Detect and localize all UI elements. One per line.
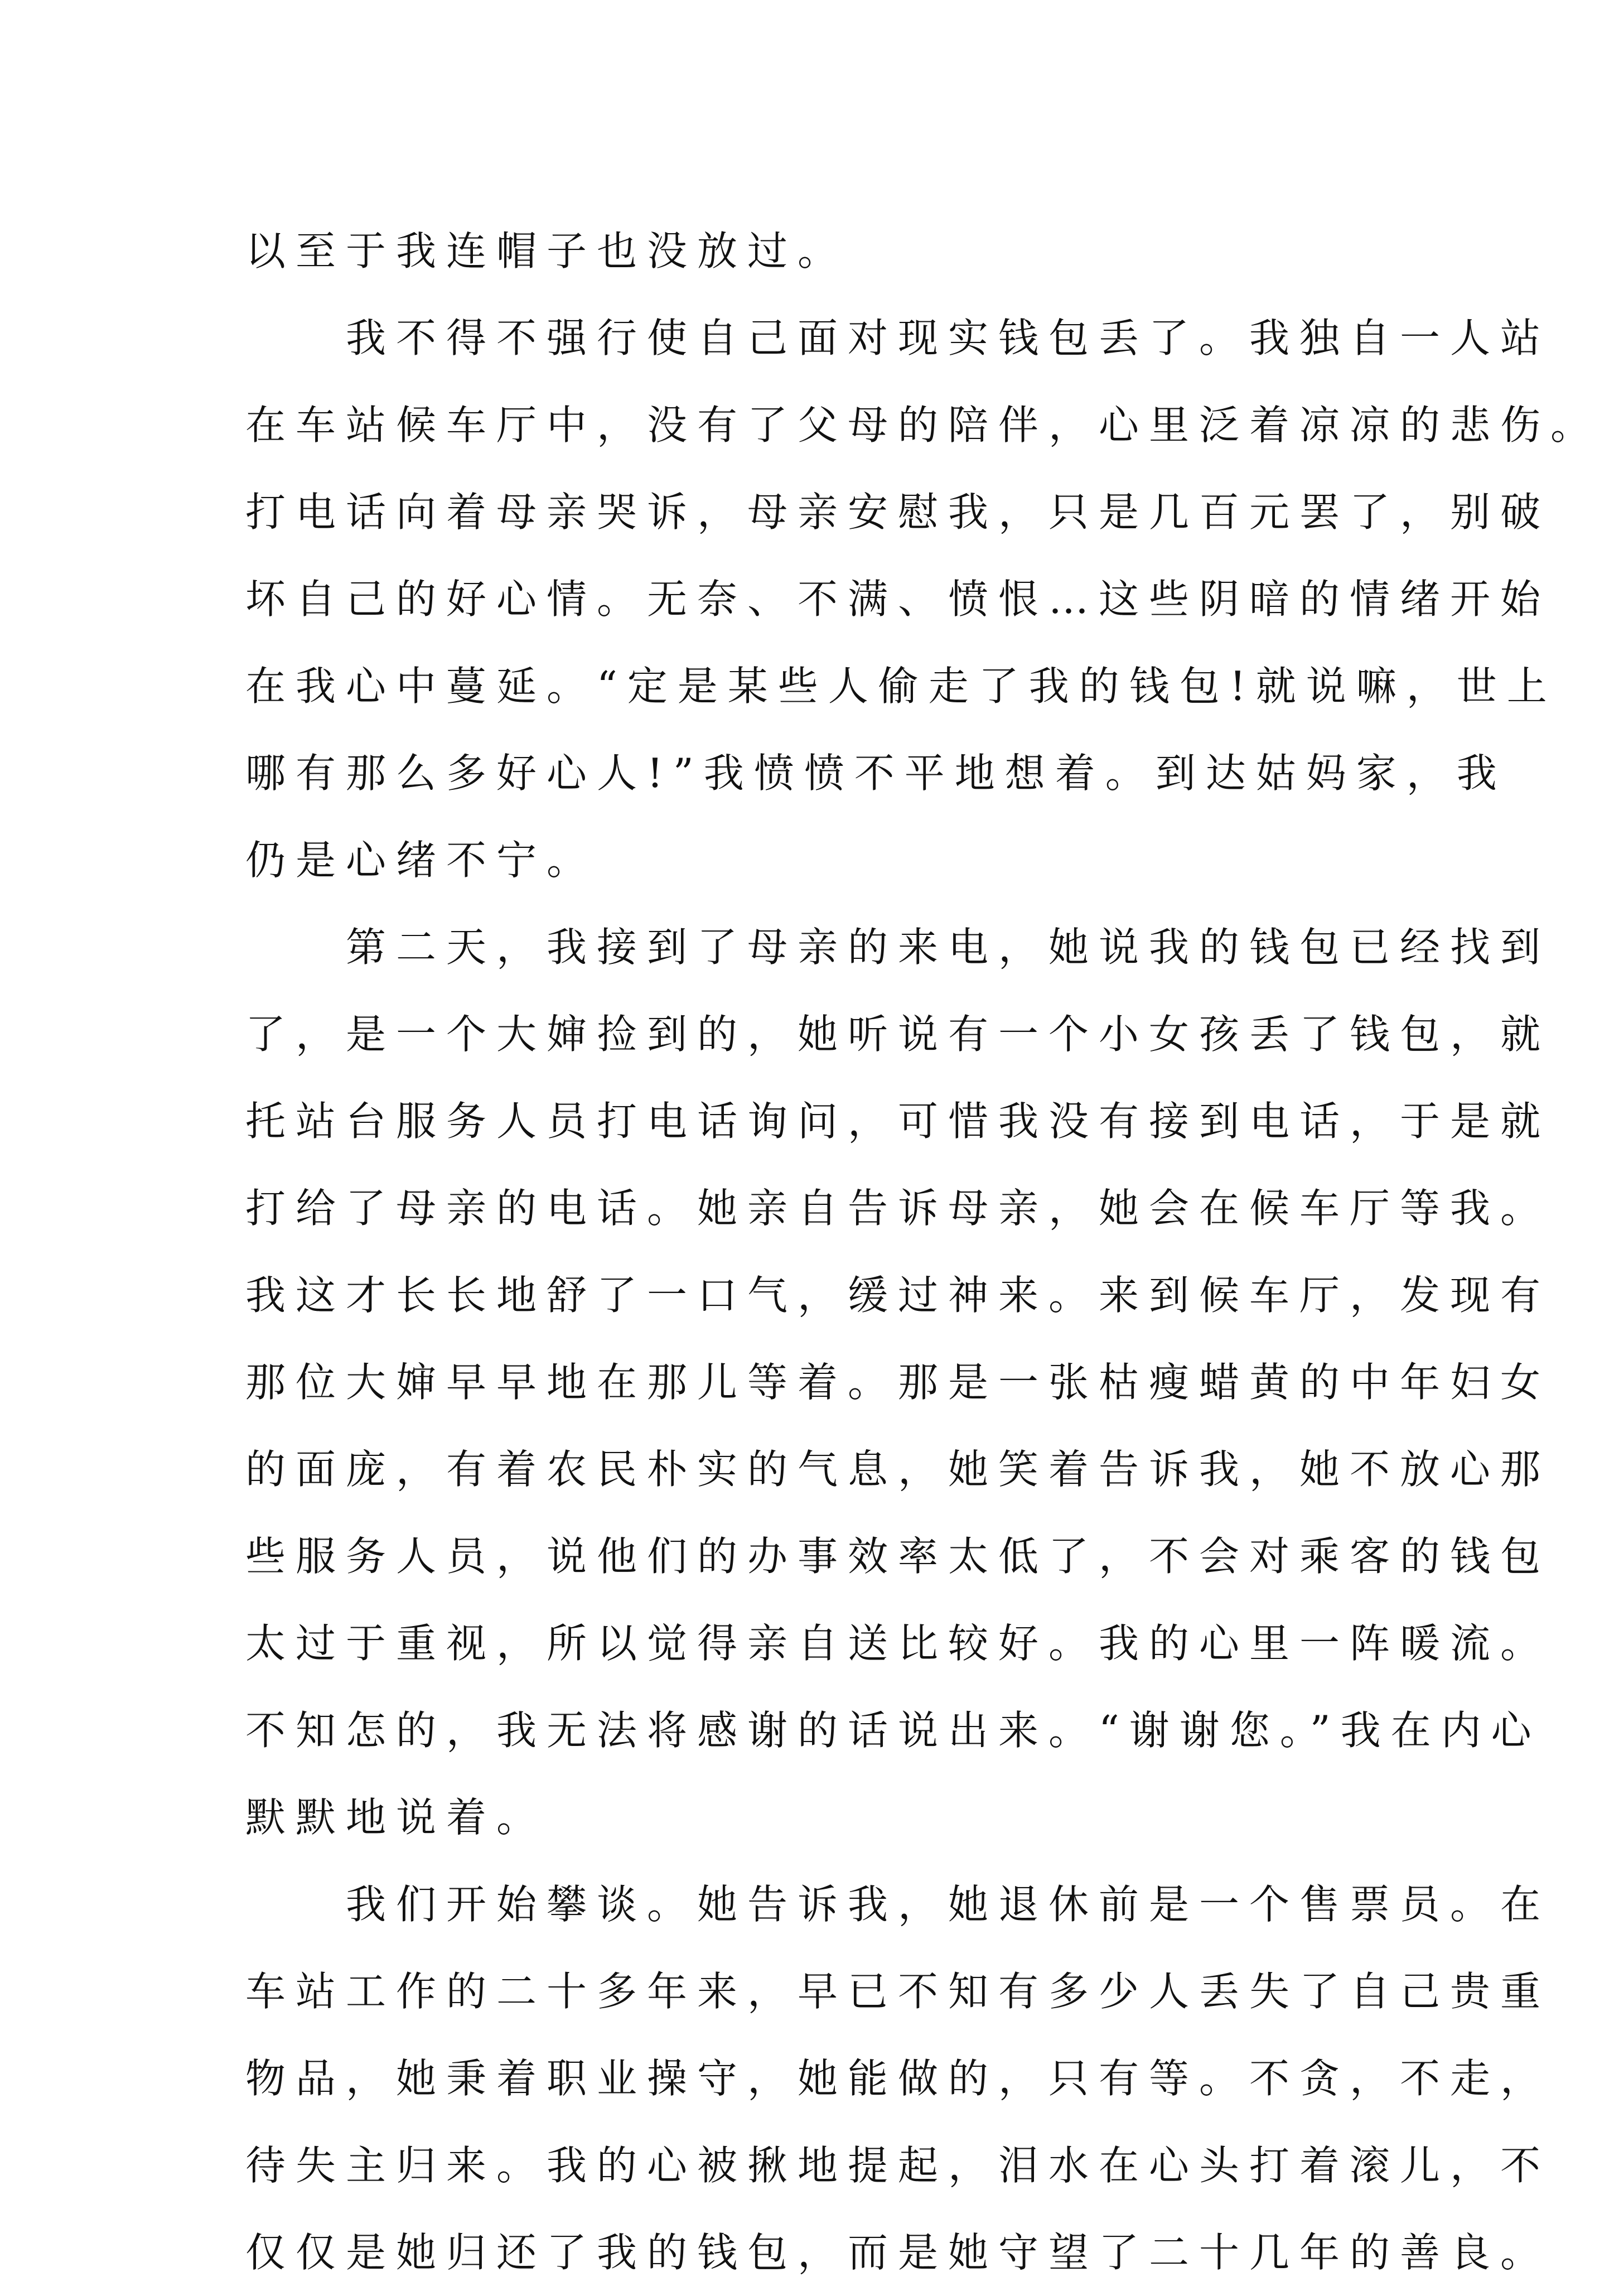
text-line: 我这才长长地舒了一口气，缓过神来。来到候车厅，发现有 [245,1272,1551,1319]
text-line: 在我心中蔓延。“定是某些人偷走了我的钱包!就说嘛，世上 [245,663,1557,710]
text-line: 的面庞，有着农民朴实的气息，她笑着告诉我，她不放心那 [245,1446,1551,1493]
text-line: 以至于我连帽子也没放过。 [245,228,848,274]
body-text [245,208,1601,2296]
text-line: 第二天，我接到了母亲的来电，她说我的钱包已经找到 [245,924,1551,971]
text-line: 默默地说着。 [245,1794,547,1841]
text-line: 车站工作的二十多年来，早已不知有多少人丢失了自己贵重 [245,1968,1551,2015]
text-line: 哪有那么多好心人!”我愤愤不平地想着。到达姑妈家，我 [245,750,1507,797]
text-line: 不知怎的，我无法将感谢的话说出来。“谢谢您。”我在内心 [245,1707,1541,1754]
text-line: 我们开始攀谈。她告诉我，她退休前是一个售票员。在 [245,1881,1551,1928]
text-line: 托站台服务人员打电话询问，可惜我没有接到电话，于是就 [245,1098,1551,1145]
text-line: 在车站候车厅中，没有了父母的陪伴，心里泛着凉凉的悲伤。 [245,402,1601,448]
text-line: 些服务人员，说他们的办事效率太低了，不会对乘客的钱包 [245,1533,1551,1580]
text-line: 待失主归来。我的心被揪地提起，泪水在心头打着滚儿，不 [245,2142,1551,2189]
text-line: 打给了母亲的电话。她亲自告诉母亲，她会在候车厅等我。 [245,1185,1551,1232]
text-line: 我不得不强行使自己面对现实钱包丢了。我独自一人站 [245,315,1551,361]
text-line: 太过于重视，所以觉得亲自送比较好。我的心里一阵暖流。 [245,1620,1551,1667]
text-line: 坏自己的好心情。无奈、不满、愤恨…这些阴暗的情绪开始 [245,576,1551,623]
text-line: 仍是心绪不宁。 [245,837,597,884]
text-line: 那位大婶早早地在那儿等着。那是一张枯瘦蜡黄的中年妇女 [245,1359,1551,1406]
text-line: 物品，她秉着职业操守，她能做的，只有等。不贪，不走， [245,2055,1551,2102]
text-line: 了，是一个大婶捡到的，她听说有一个小女孩丢了钱包，就 [245,1011,1551,1058]
text-line: 仅仅是她归还了我的钱包，而是她守望了二十几年的善良。 [245,2229,1551,2276]
text-line: 打电话向着母亲哭诉，母亲安慰我，只是几百元罢了，别破 [245,489,1551,536]
